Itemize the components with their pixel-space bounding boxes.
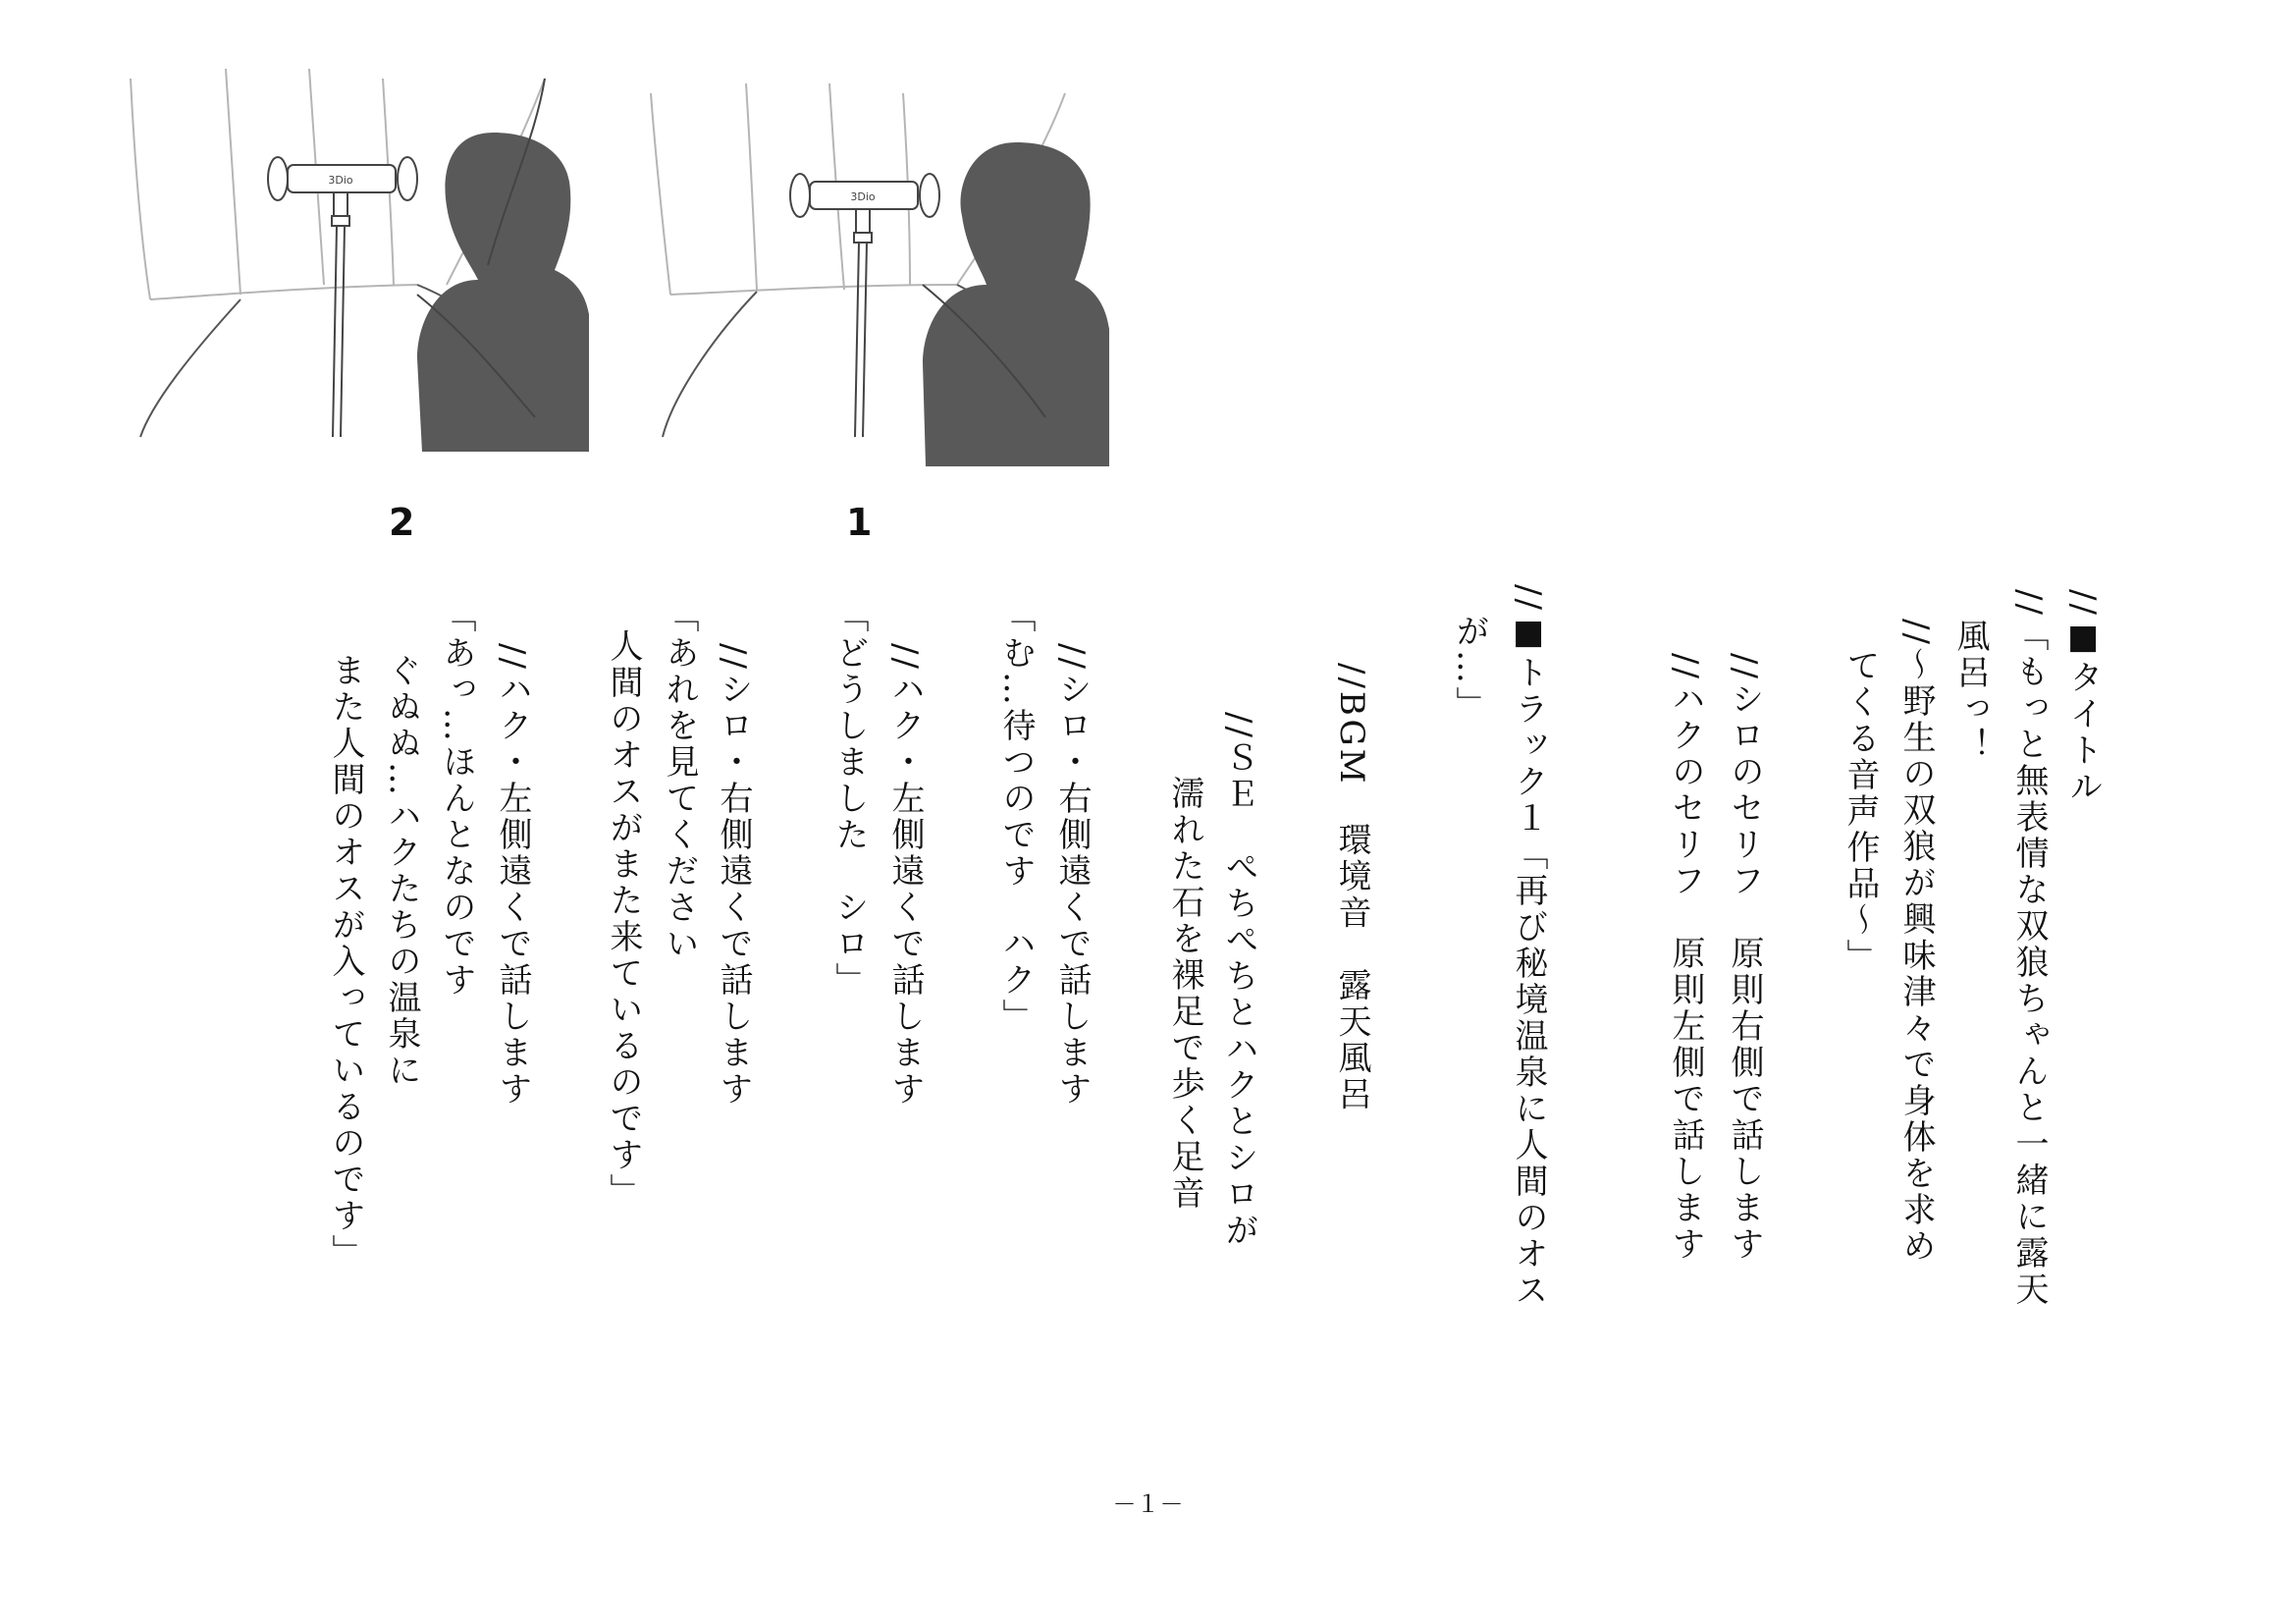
illustration-2 bbox=[123, 59, 594, 471]
script-line: 「あれを見てください bbox=[660, 599, 699, 962]
script-line: が…」 bbox=[1450, 614, 1489, 723]
script-line: //BGM 環境音 露天風呂 bbox=[1332, 663, 1371, 1113]
script-line: //～野生の双狼が興味津々で身体を求め bbox=[1896, 619, 1936, 1265]
script-line: てくる音声作品～」 bbox=[1841, 648, 1880, 975]
script-line: 「あっ…ほんとなのです bbox=[437, 599, 476, 999]
illustration-1 bbox=[643, 74, 1114, 486]
script-line: //■タイトル bbox=[2063, 589, 2103, 805]
script-line: //シロのセリフ 原則右側で話します bbox=[1725, 653, 1764, 1263]
script-line: //ＳＥ ぺちぺちとハクとシロが bbox=[1219, 712, 1258, 1249]
script-line: 濡れた石を裸足で歩く足音 bbox=[1165, 776, 1204, 1212]
script-line: //ハク・左側遠くで話します bbox=[885, 643, 925, 1108]
script-line: 「どうしました シロ」 bbox=[829, 599, 869, 999]
device-label: 3Dio bbox=[850, 190, 876, 203]
device-label: 3Dio bbox=[328, 174, 353, 187]
figure-number-1: 1 bbox=[846, 501, 873, 544]
script-line: ぐぬぬ…ハクたちの温泉に bbox=[382, 653, 421, 1089]
script-line: //「もっと無表情な双狼ちゃんと一緒に露天 bbox=[2009, 589, 2049, 1308]
script-line: また人間のオスが入っているのです」 bbox=[326, 653, 365, 1271]
script-line: //ハク・左側遠くで話します bbox=[493, 643, 532, 1108]
script-line: 風呂っ！ bbox=[1950, 619, 1990, 764]
script-line: //ハクのセリフ 原則左側で話します bbox=[1666, 653, 1705, 1263]
script-line: //シロ・右側遠くで話します bbox=[1052, 643, 1092, 1108]
script-line: //シロ・右側遠くで話します bbox=[714, 643, 753, 1108]
script-line: 「む…待つのです ハク」 bbox=[996, 599, 1036, 1035]
page-number: －１－ bbox=[1112, 1490, 1184, 1518]
script-line: 人間のオスがまた来ているのです」 bbox=[604, 628, 643, 1210]
listener-silhouette bbox=[417, 133, 589, 452]
figure-number-2: 2 bbox=[389, 501, 415, 544]
listener-silhouette bbox=[923, 142, 1109, 466]
script-line: //■トラック１「再び秘境温泉に人間のオス bbox=[1509, 584, 1548, 1309]
